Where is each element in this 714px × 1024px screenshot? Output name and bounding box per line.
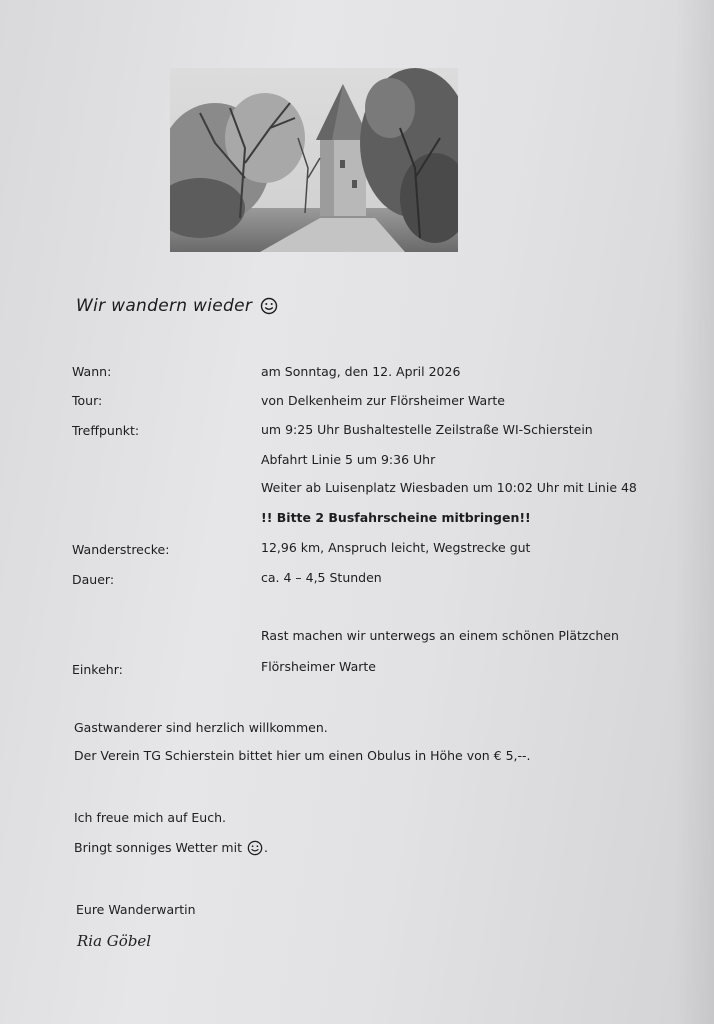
value-weiter: Weiter ab Luisenplatz Wiesbaden um 10:02 Uhr mit Linie 48 xyxy=(261,480,637,495)
note-weather xyxy=(74,840,268,856)
note-fee: Der Verein TG Schierstein bittet hier um einen Obulus in Höhe von € 5,--. xyxy=(74,748,531,763)
label-tour: Tour: xyxy=(72,393,103,408)
label-einkehr: Einkehr: xyxy=(72,662,123,677)
label-dauer: Dauer: xyxy=(72,572,115,587)
value-tour: von Delkenheim zur Flörsheimer Warte xyxy=(261,393,505,408)
tower-photo xyxy=(170,68,458,252)
closing-text: Eure Wanderwartin xyxy=(76,902,196,917)
label-wanderstrecke: Wanderstrecke: xyxy=(72,542,170,557)
signature: Ria Göbel xyxy=(77,932,152,950)
headline-text: Wir wandern wieder xyxy=(76,296,253,316)
label-treffpunkt: Treffpunkt: xyxy=(72,423,140,438)
note-weather-text: Bringt sonniges Wetter mit xyxy=(74,840,242,855)
note-weather-end: . xyxy=(263,840,268,855)
value-abfahrt: Abfahrt Linie 5 um 9:36 Uhr xyxy=(261,452,436,467)
note-joy: Ich freue mich auf Euch. xyxy=(74,810,226,825)
note-guests: Gastwanderer sind herzlich willkommen. xyxy=(74,720,328,735)
headline xyxy=(76,296,278,316)
value-einkehr: Flörsheimer Warte xyxy=(261,659,376,674)
page-shadow xyxy=(674,0,714,1024)
smiley-icon xyxy=(247,840,263,856)
value-wanderstrecke: 12,96 km, Anspruch leicht, Wegstrecke gut xyxy=(261,540,531,555)
label-wann: Wann: xyxy=(72,364,112,379)
value-dauer: ca. 4 – 4,5 Stunden xyxy=(261,570,382,585)
value-wann: am Sonntag, den 12. April 2026 xyxy=(261,364,461,379)
value-busfahrscheine: !! Bitte 2 Busfahrscheine mitbringen!! xyxy=(261,510,531,525)
smiley-icon xyxy=(260,297,278,315)
value-treffpunkt: um 9:25 Uhr Bushaltestelle Zeilstraße WI-Schierstein xyxy=(261,422,593,437)
value-rast: Rast machen wir unterwegs an einem schönen Plätzchen xyxy=(261,628,619,643)
